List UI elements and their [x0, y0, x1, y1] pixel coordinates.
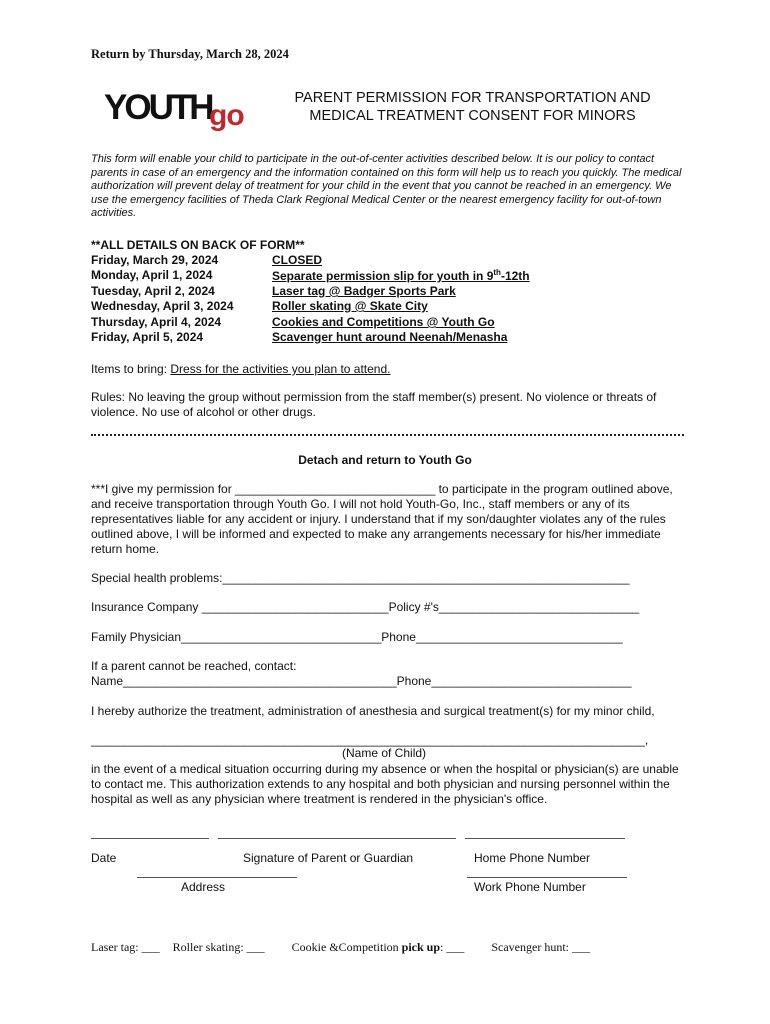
- permission-paragraph: ***I give my permission for ______________________________ to participate in the program outlined above, and receive transportation through Youth Go. I will not hold Youth-Go, Inc., staff members or any of its representatives liable for any accident or injury. I understand that if my son/daughter violates any of the rules outlined above, I will be informed and expected to make any arrangements necessary for his/her immediate return home.: [91, 482, 673, 556]
- authorization-statement: I hereby authorize the treatment, administration of anesthesia and surgical treatment(s) for my minor child,: [91, 704, 655, 718]
- logo-youth-text: YOUTH: [104, 88, 212, 127]
- cookie-competition-check: [292, 940, 465, 954]
- rules-paragraph: Rules: No leaving the group without permission from the staff member(s) present. No violence or threats of violence. No use of alcohol or other drugs.: [91, 390, 657, 419]
- schedule-activity: [272, 268, 530, 283]
- schedule-day: Friday, April 5, 2024: [91, 330, 204, 344]
- work-phone-line: [467, 877, 627, 878]
- parent-signature-line: [218, 838, 456, 839]
- signature-label: Signature of Parent or Guardian: [243, 851, 414, 865]
- schedule-activity: Cookies and Competitions @ Youth Go: [272, 315, 495, 329]
- schedule-activity: Roller skating @ Skate City: [272, 299, 428, 313]
- address-label: Address: [181, 880, 226, 894]
- schedule-activity: Laser tag @ Badger Sports Park: [272, 284, 456, 298]
- schedule-day: Wednesday, April 3, 2024: [91, 299, 234, 313]
- schedule-activity-tail: -12th: [500, 269, 530, 283]
- return-by-date: Return by Thursday, March 28, 2024: [91, 47, 289, 61]
- schedule-day: Tuesday, April 2, 2024: [91, 284, 215, 298]
- schedule-day: Thursday, April 4, 2024: [91, 315, 222, 329]
- authorization-paragraph: in the event of a medical situation occurring during my absence or when the hospital or physician(s) are unable to contact me. This authorization extends to any hospital and both physician and nursing personnel within the hospital as well as any physician where treatment is rendered in the physician's office.: [91, 762, 679, 806]
- cookie-pre-text: Cookie &Competition: [291, 940, 402, 954]
- form-title-line-2: MEDICAL TREATMENT CONSENT FOR MINORS: [309, 108, 636, 124]
- home-phone-line: [465, 838, 625, 839]
- roller-skating-check: Roller skating: ___: [172, 940, 265, 954]
- child-name-line: ___________________________________________________________________________________,: [91, 733, 649, 747]
- all-details-note: **ALL DETAILS ON BACK OF FORM**: [91, 238, 305, 252]
- items-value: Dress for the activities you plan to attend.: [170, 362, 391, 376]
- activity-checklist-footer: [91, 940, 590, 955]
- cookie-post-text: : ___: [440, 940, 465, 954]
- form-title: [270, 89, 675, 125]
- schedule-day: Friday, March 29, 2024: [91, 253, 219, 267]
- insurance-policy-field: Insurance Company ____________________________Policy #'s______________________________: [91, 600, 640, 614]
- physician-phone-field: Family Physician______________________________Phone_______________________________: [91, 630, 623, 644]
- scavenger-hunt-check: Scavenger hunt: ___: [491, 940, 591, 954]
- work-phone-label: Work Phone Number: [474, 880, 586, 894]
- laser-tag-check: Laser tag: ___: [91, 940, 160, 954]
- date-signature-line: [91, 838, 209, 839]
- intro-paragraph: This form will enable your child to participate in the out-of-center activities described below. It is our policy to contact parents in case of an emergency and the information contained on this form will help us to reach you quickly. The medical authorization will prevent delay of treatment for your child in the event that you cannot be reached in an emergency. We use the emergency facilities of Theda Clark Regional Medical Center or the nearest emergency facility for out-of-town activities.: [91, 153, 682, 220]
- items-to-bring: [91, 362, 391, 376]
- cookie-pickup-bold: pick up: [401, 940, 441, 954]
- schedule-activity: CLOSED: [272, 253, 323, 267]
- logo-go-text: go: [209, 99, 244, 132]
- schedule-activity-text: Separate permission slip for youth in 9: [272, 269, 494, 283]
- home-phone-label: Home Phone Number: [474, 851, 591, 865]
- address-line: [137, 877, 297, 878]
- detach-heading: Detach and return to Youth Go: [298, 453, 472, 467]
- youth-go-logo: [104, 88, 254, 134]
- date-label: Date: [91, 851, 117, 865]
- contact-name-phone-field: Name_________________________________________Phone______________________________: [91, 674, 632, 688]
- superscript-th: th: [493, 268, 501, 277]
- special-health-field: Special health problems:_____________________________________________________________: [91, 571, 630, 585]
- parent-unreachable-label: If a parent cannot be reached, contact:: [91, 659, 297, 673]
- detach-divider: [91, 434, 684, 436]
- child-name-label: (Name of Child): [342, 746, 427, 760]
- schedule-day: Monday, April 1, 2024: [91, 268, 213, 282]
- form-title-line-1: PARENT PERMISSION FOR TRANSPORTATION AND: [294, 90, 651, 106]
- schedule-activity: Scavenger hunt around Neenah/Menasha: [272, 330, 508, 344]
- items-label: Items to bring:: [91, 362, 171, 376]
